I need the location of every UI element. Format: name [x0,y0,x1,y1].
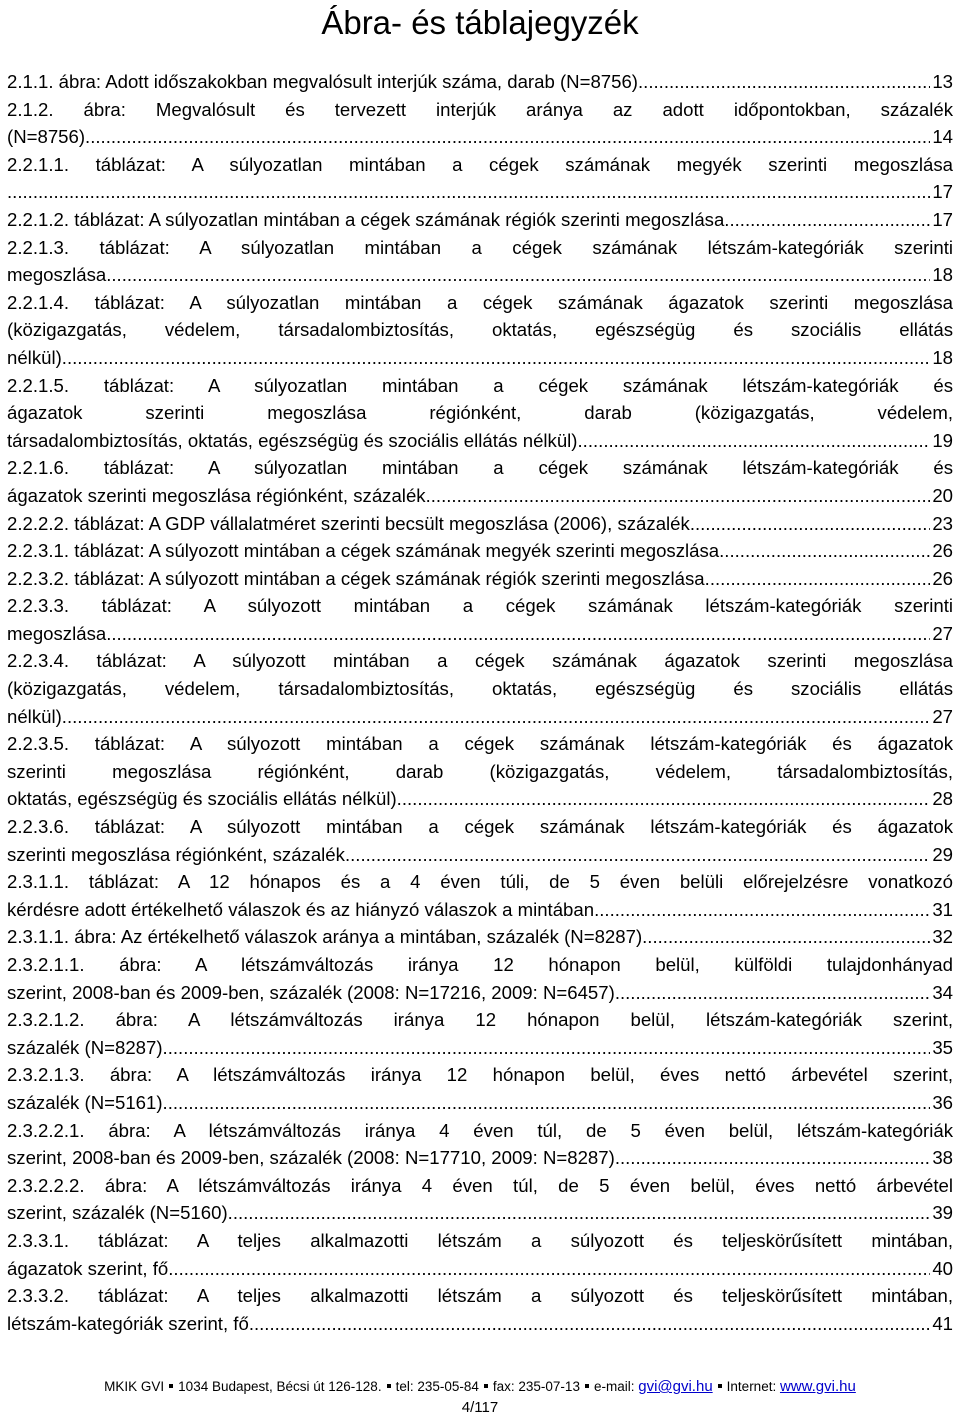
footer-fax: fax: 235-07-13 [492,1379,580,1394]
toc-entry-text-line: 2.3.3.2. táblázat: A teljes alkalmazotti létszám a súlyozott és teljeskörűsített mintában, [7,1285,953,1307]
dot-leader [62,703,931,731]
table-of-figures [7,68,953,1337]
toc-entry[interactable] [7,510,953,538]
toc-entry-text-line: 2.2.1.1. táblázat: A súlyozatlan mintában a cégek számának megyék szerinti megoszlása [7,153,953,175]
toc-entry-text-line: százalék (N=8287) [7,1036,163,1058]
footer-email-label: e-mail: [593,1379,635,1394]
toc-entry-text-line: 2.3.2.2.2. ábra: A létszámváltozás iránya 4 éven túl, de 5 éven belül, éves nettó árbevétel [7,1174,953,1196]
toc-entry-page: 20 [932,484,953,506]
toc-entry[interactable] [7,1117,953,1172]
toc-entry-text-line: szerint, 2008-ban és 2009-ben, százalék (2008: N=17216, 2009: N=6457) [7,981,615,1003]
toc-entry-page: 27 [932,622,953,644]
toc-entry-text-line: ágazatok szerinti megoszlása régiónként, százalék [7,484,426,506]
toc-entry-page: 18 [932,346,953,368]
dot-leader [163,1089,931,1117]
toc-entry-page: 39 [932,1202,953,1224]
toc-entry[interactable] [7,1172,953,1227]
toc-entry-page: 41 [932,1312,953,1334]
toc-entry-text-line: 2.2.1.5. táblázat: A súlyozatlan mintában a cégek számának létszám-kategóriák és [7,374,953,396]
toc-entry-text-line: 2.2.3.2. táblázat: A súlyozott mintában a cégek számának régiók szerinti megoszlása [7,567,705,589]
toc-entry-text-line: nélkül) [7,705,62,727]
toc-entry-page: 23 [932,512,953,534]
dot-leader [690,510,931,538]
dot-leader [615,1144,931,1172]
toc-entry-page: 38 [932,1147,953,1169]
toc-entry-text-line: (közigazgatás, védelem, társadalombiztosítás, oktatás, egészségüg és szociális ellátás [7,678,953,700]
dot-leader [168,1255,930,1283]
toc-entry-page: 27 [932,705,953,727]
toc-entry-page: 13 [932,71,953,92]
toc-entry-text-line: 2.3.2.1.3. ábra: A létszámváltozás iránya 12 hónapon belül, éves nettó árbevétel szerint, [7,1064,953,1086]
dot-leader [426,482,931,510]
page-footer [0,1378,960,1395]
footer-email-link[interactable]: gvi@gvi.hu [638,1378,713,1395]
toc-entry-text-line: 2.3.1.1. táblázat: A 12 hónapos és a 4 éven túli, de 5 éven belüli előrejelzésre vonatkozó [7,871,953,893]
toc-entry-text-line: létszám-kategóriák szerint, fő [7,1312,249,1334]
dot-leader [249,1310,931,1338]
toc-entry[interactable] [7,234,953,289]
toc-entry-page: 28 [932,788,953,810]
dot-leader [163,1034,931,1062]
toc-entry[interactable] [7,923,953,951]
toc-entry[interactable] [7,96,953,151]
dot-leader [642,923,930,951]
toc-entry[interactable] [7,1282,953,1337]
dot-leader [233,1199,931,1227]
toc-entry-text-line: 2.3.2.2.1. ábra: A létszámváltozás iránya 4 éven túl, de 5 éven belül, létszám-kategóriák [7,1119,953,1141]
toc-entry[interactable] [7,206,953,234]
toc-entry-text-line: 2.2.3.1. táblázat: A súlyozott mintában a cégek számának megyék szerinti megoszlása. [7,540,725,562]
toc-entry-text-line: 2.2.3.5. táblázat: A súlyozott mintában a cégek számának létszám-kategóriák és ágazatok [7,733,953,755]
toc-entry[interactable] [7,1006,953,1061]
toc-entry[interactable] [7,647,953,730]
toc-entry-text-line: 2.2.2.2. táblázat: A GDP vállalatméret szerinti becsült megoszlása (2006), százalék [7,512,690,534]
toc-entry-text-line: 2.2.3.3. táblázat: A súlyozott mintában a cégek számának létszám-kategóriák szerinti [7,595,953,617]
toc-entry-text-line: nélkül) [7,346,62,368]
dot-leader [7,178,930,206]
toc-entry[interactable] [7,537,953,565]
toc-entry-text-line: szerinti megoszlása régiónként, darab (közigazgatás, védelem, társadalombiztosítás, [7,760,953,782]
dot-leader [106,620,930,648]
toc-entry[interactable] [7,592,953,647]
toc-entry-text-line: 2.2.1.3. táblázat: A súlyozatlan mintában a cégek számának létszám-kategóriák szerinti [7,236,953,258]
toc-entry-page: 18 [932,264,953,286]
toc-entry-page: 40 [932,1257,953,1279]
toc-entry-page: 35 [932,1036,953,1058]
toc-entry-text-line: 2.2.1.2. táblázat: A súlyozatlan mintában a cégek számának régiók szerinti megoszlása [7,208,725,230]
toc-entry[interactable] [7,565,953,593]
toc-entry-text-line: 2.2.3.4. táblázat: A súlyozott mintában a cégek számának ágazatok szerinti megoszlása [7,650,953,672]
dot-leader [345,841,930,869]
toc-entry-text-line: oktatás, egészségüg és szociális ellátás nélkül) [7,788,397,810]
bullet-square-icon [585,1384,589,1388]
dot-leader [705,565,931,593]
toc-entry-page: 26 [932,540,953,562]
toc-entry-page: 17 [932,208,953,230]
toc-entry[interactable] [7,372,953,455]
toc-entry[interactable] [7,1061,953,1116]
toc-entry-text-line: 2.2.3.6. táblázat: A súlyozott mintában a cégek számának létszám-kategóriák és ágazatok [7,816,953,838]
toc-entry-text-line: ágazatok szerinti megoszlása régiónként, darab (közigazgatás, védelem, [7,402,953,424]
dot-leader [397,785,931,813]
toc-entry-text-line: (közigazgatás, védelem, társadalombiztosítás, oktatás, egészségüg és szociális ellátás [7,319,953,341]
toc-entry-page: 17 [932,181,953,203]
toc-entry[interactable] [7,1227,953,1282]
toc-entry-page: 29 [932,843,953,865]
toc-entry[interactable] [7,454,953,509]
dot-leader [724,206,930,234]
toc-entry-text-line: szerint, 2008-ban és 2009-ben, százalék (2008: N=17710, 2009: N=8287) [7,1147,615,1169]
toc-entry-text-line: 2.1.2. ábra: Megvalósult és tervezett interjúk aránya az adott időpontokban, százalék [7,98,953,120]
toc-entry[interactable] [7,151,953,206]
toc-entry-text-line: 2.3.2.1.1. ábra: A létszámváltozás iránya 12 hónapon belül, külföldi tulajdonhányad [7,954,953,975]
toc-entry[interactable] [7,730,953,813]
toc-entry-text-line: 2.2.1.6. táblázat: A súlyozatlan mintában a cégek számának létszám-kategóriák és [7,457,953,479]
page-title: Ábra- és táblajegyzék [321,4,639,41]
dot-leader [85,123,930,151]
toc-entry-page: 19 [932,429,953,451]
toc-entry-text-line: (N=8756) [7,126,86,148]
toc-entry[interactable] [7,813,953,868]
bullet-square-icon [387,1384,391,1388]
toc-entry-text-line: megoszlása [7,264,107,286]
toc-entry-page: 26 [932,567,953,589]
dot-leader [106,261,930,289]
toc-entry-text-line: 2.3.3.1. táblázat: A teljes alkalmazotti létszám a súlyozott és teljeskörűsített mintában, [7,1229,953,1251]
dot-leader [615,979,931,1007]
toc-entry-page: 34 [932,981,953,1003]
bullet-square-icon [169,1384,173,1388]
toc-entry-text-line: 2.2.1.4. táblázat: A súlyozatlan mintában a cégek számának ágazatok szerinti megoszlása [7,291,953,313]
footer-org: MKIK GVI [104,1379,165,1394]
footer-tel: tel: 235-05-84 [395,1379,479,1394]
dot-leader [62,344,931,372]
footer-address: 1034 Budapest, Bécsi út 126-128. [178,1379,382,1394]
toc-entry-text-line: megoszlása [7,622,107,644]
toc-entry-text-line: szerint, százalék (N=5160). [7,1202,233,1224]
footer-website-link[interactable]: www.gvi.hu [779,1378,856,1395]
dot-leader [578,427,931,455]
toc-entry-text-line: 2.3.2.1.2. ábra: A létszámváltozás iránya 12 hónapon belül, létszám-kategóriák szerint, [7,1009,953,1031]
footer-internet-label: Internet: [726,1379,777,1394]
toc-entry-text-line: ágazatok szerint, fő [7,1257,169,1279]
dot-leader [724,537,930,565]
toc-entry-text-line: 2.1.1. ábra: Adott időszakokban megvalósult interjúk száma, darab (N=8756) [7,71,638,92]
toc-entry[interactable] [7,951,953,1006]
toc-entry[interactable] [7,868,953,923]
toc-entry-page: 32 [932,926,953,948]
toc-entry[interactable] [7,68,953,96]
dot-leader [638,68,930,96]
toc-entry-text-line: kérdésre adott értékelhető válaszok és az hiányzó válaszok a mintában [7,898,595,920]
dot-leader [594,896,930,924]
toc-entry-page: 31 [932,898,953,920]
toc-entry-page: 14 [932,126,953,148]
toc-entry-text-line: százalék (N=5161) [7,1091,163,1113]
page-number: 4/117 [461,1399,499,1416]
toc-entry-text-line: 2.3.1.1. ábra: Az értékelhető válaszok aránya a mintában, százalék (N=8287) [7,926,643,948]
bullet-square-icon [484,1384,488,1388]
bullet-square-icon [718,1384,722,1388]
toc-entry-text-line: szerinti megoszlása régiónként, százalék [7,843,345,865]
toc-entry[interactable] [7,289,953,372]
toc-entry-text-line: társadalombiztosítás, oktatás, egészségüg és szociális ellátás nélkül) [7,429,578,451]
toc-entry-page: 36 [932,1091,953,1113]
